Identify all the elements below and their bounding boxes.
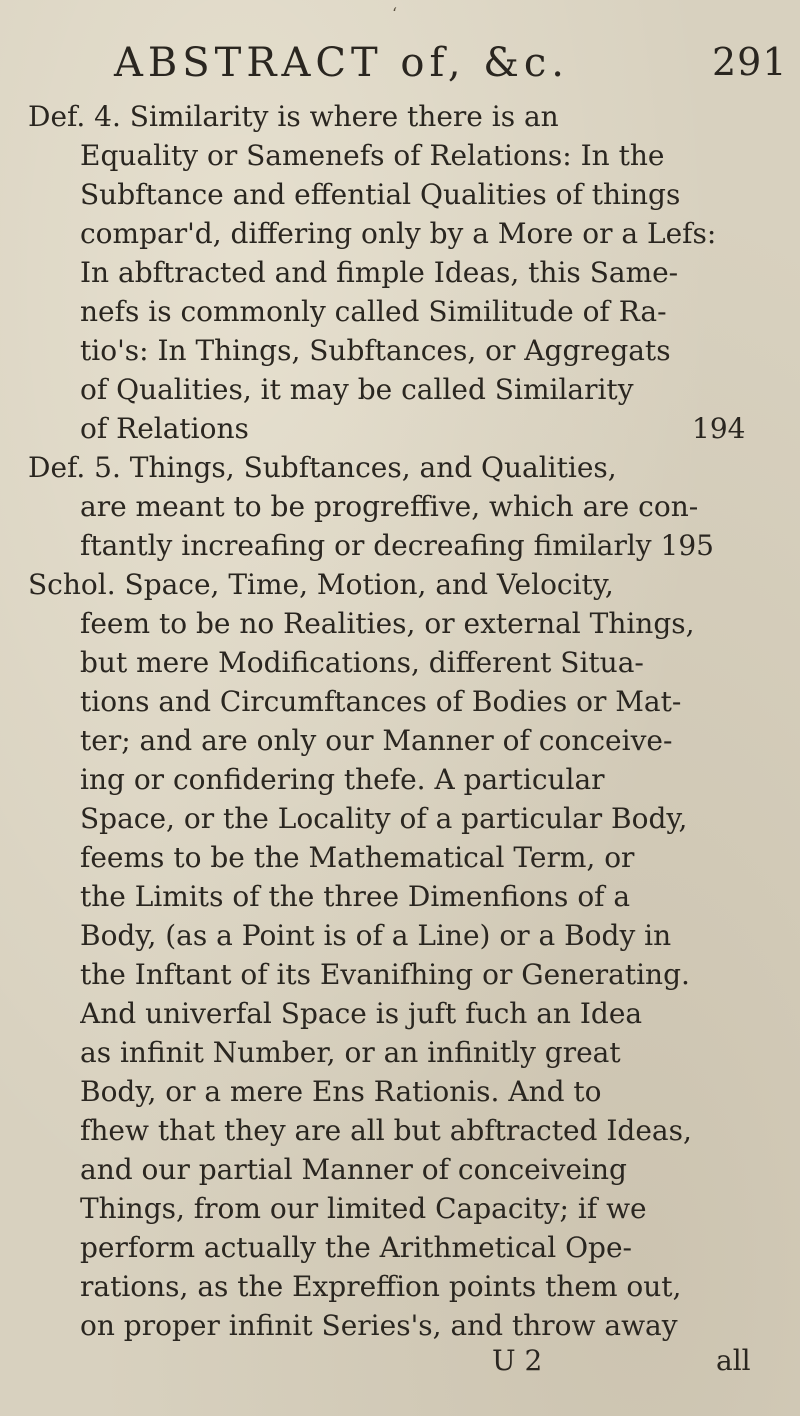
text-line: are meant to be progreffive, which are con- [80,490,699,523]
text-line: but mere Modifications, different Situa- [80,646,644,679]
text-line: fhew that they are all but abftracted Ideas, [80,1114,692,1147]
text-line: rations, as the Expreffion points them out, [80,1270,682,1303]
text-line-with-number [80,408,800,450]
text-line: ftantly increafing or decreafing fimilarly 195 [80,529,714,562]
running-header [0,40,800,92]
text-line: tions and Circumftances of Bodies or Mat- [80,685,682,718]
text-line: ter; and are only our Manner of conceive- [80,724,673,757]
text-line: nefs is commonly called Similitude of Ra- [80,295,667,328]
text-line: Subftance and effential Qualities of things [80,178,681,211]
ink-mark: ‘ [392,4,398,23]
text-line: tio's: In Things, Subftances, or Aggregats [80,334,671,367]
text-line: feems to be the Mathematical Term, or [80,841,635,874]
margin-number: 194 [692,412,746,445]
text-line: compar'd, differing only by a More or a Lefs: [80,217,717,250]
text-line: of Relations [80,412,249,445]
text-line: of Qualities, it may be called Similarity [80,373,634,406]
text-line: Things, from our limited Capacity; if we [80,1192,647,1225]
text-line: Def. 4. Similarity is where there is an [28,100,559,133]
text-line: In abftracted and fimple Ideas, this Same- [80,256,679,289]
text-line: and our partial Manner of conceiveing [80,1153,627,1186]
text-line: Schol. Space, Time, Motion, and Velocity, [28,568,614,601]
page-number: 291 [712,40,788,84]
text-line: And univerfal Space is juft fuch an Idea [80,997,643,1030]
text-line: Def. 5. Things, Subftances, and Qualities, [28,451,617,484]
catchword: all [716,1344,751,1377]
signature-mark: U 2 [492,1344,543,1377]
running-title: ABSTRACT of, &c. [114,40,569,86]
text-line: Equality or Samenefs of Relations: In the [80,139,665,172]
text-line: on proper infinit Series's, and throw away [80,1309,678,1342]
text-line: ing or confidering thefe. A particular [80,763,605,796]
text-line: the Inftant of its Evanifhing or Generating. [80,958,690,991]
text-line: feem to be no Realities, or external Things, [80,607,695,640]
text-line: perform actually the Arithmetical Ope- [80,1231,632,1264]
text-line: Body, (as a Point is of a Line) or a Body in [80,919,672,952]
text-line: the Limits of the three Dimenfions of a [80,880,631,913]
text-line: Space, or the Locality of a particular Body, [80,802,688,835]
text-line: as infinit Number, or an infinitly great [80,1036,621,1069]
text-line: Body, or a mere Ens Rationis. And to [80,1075,602,1108]
